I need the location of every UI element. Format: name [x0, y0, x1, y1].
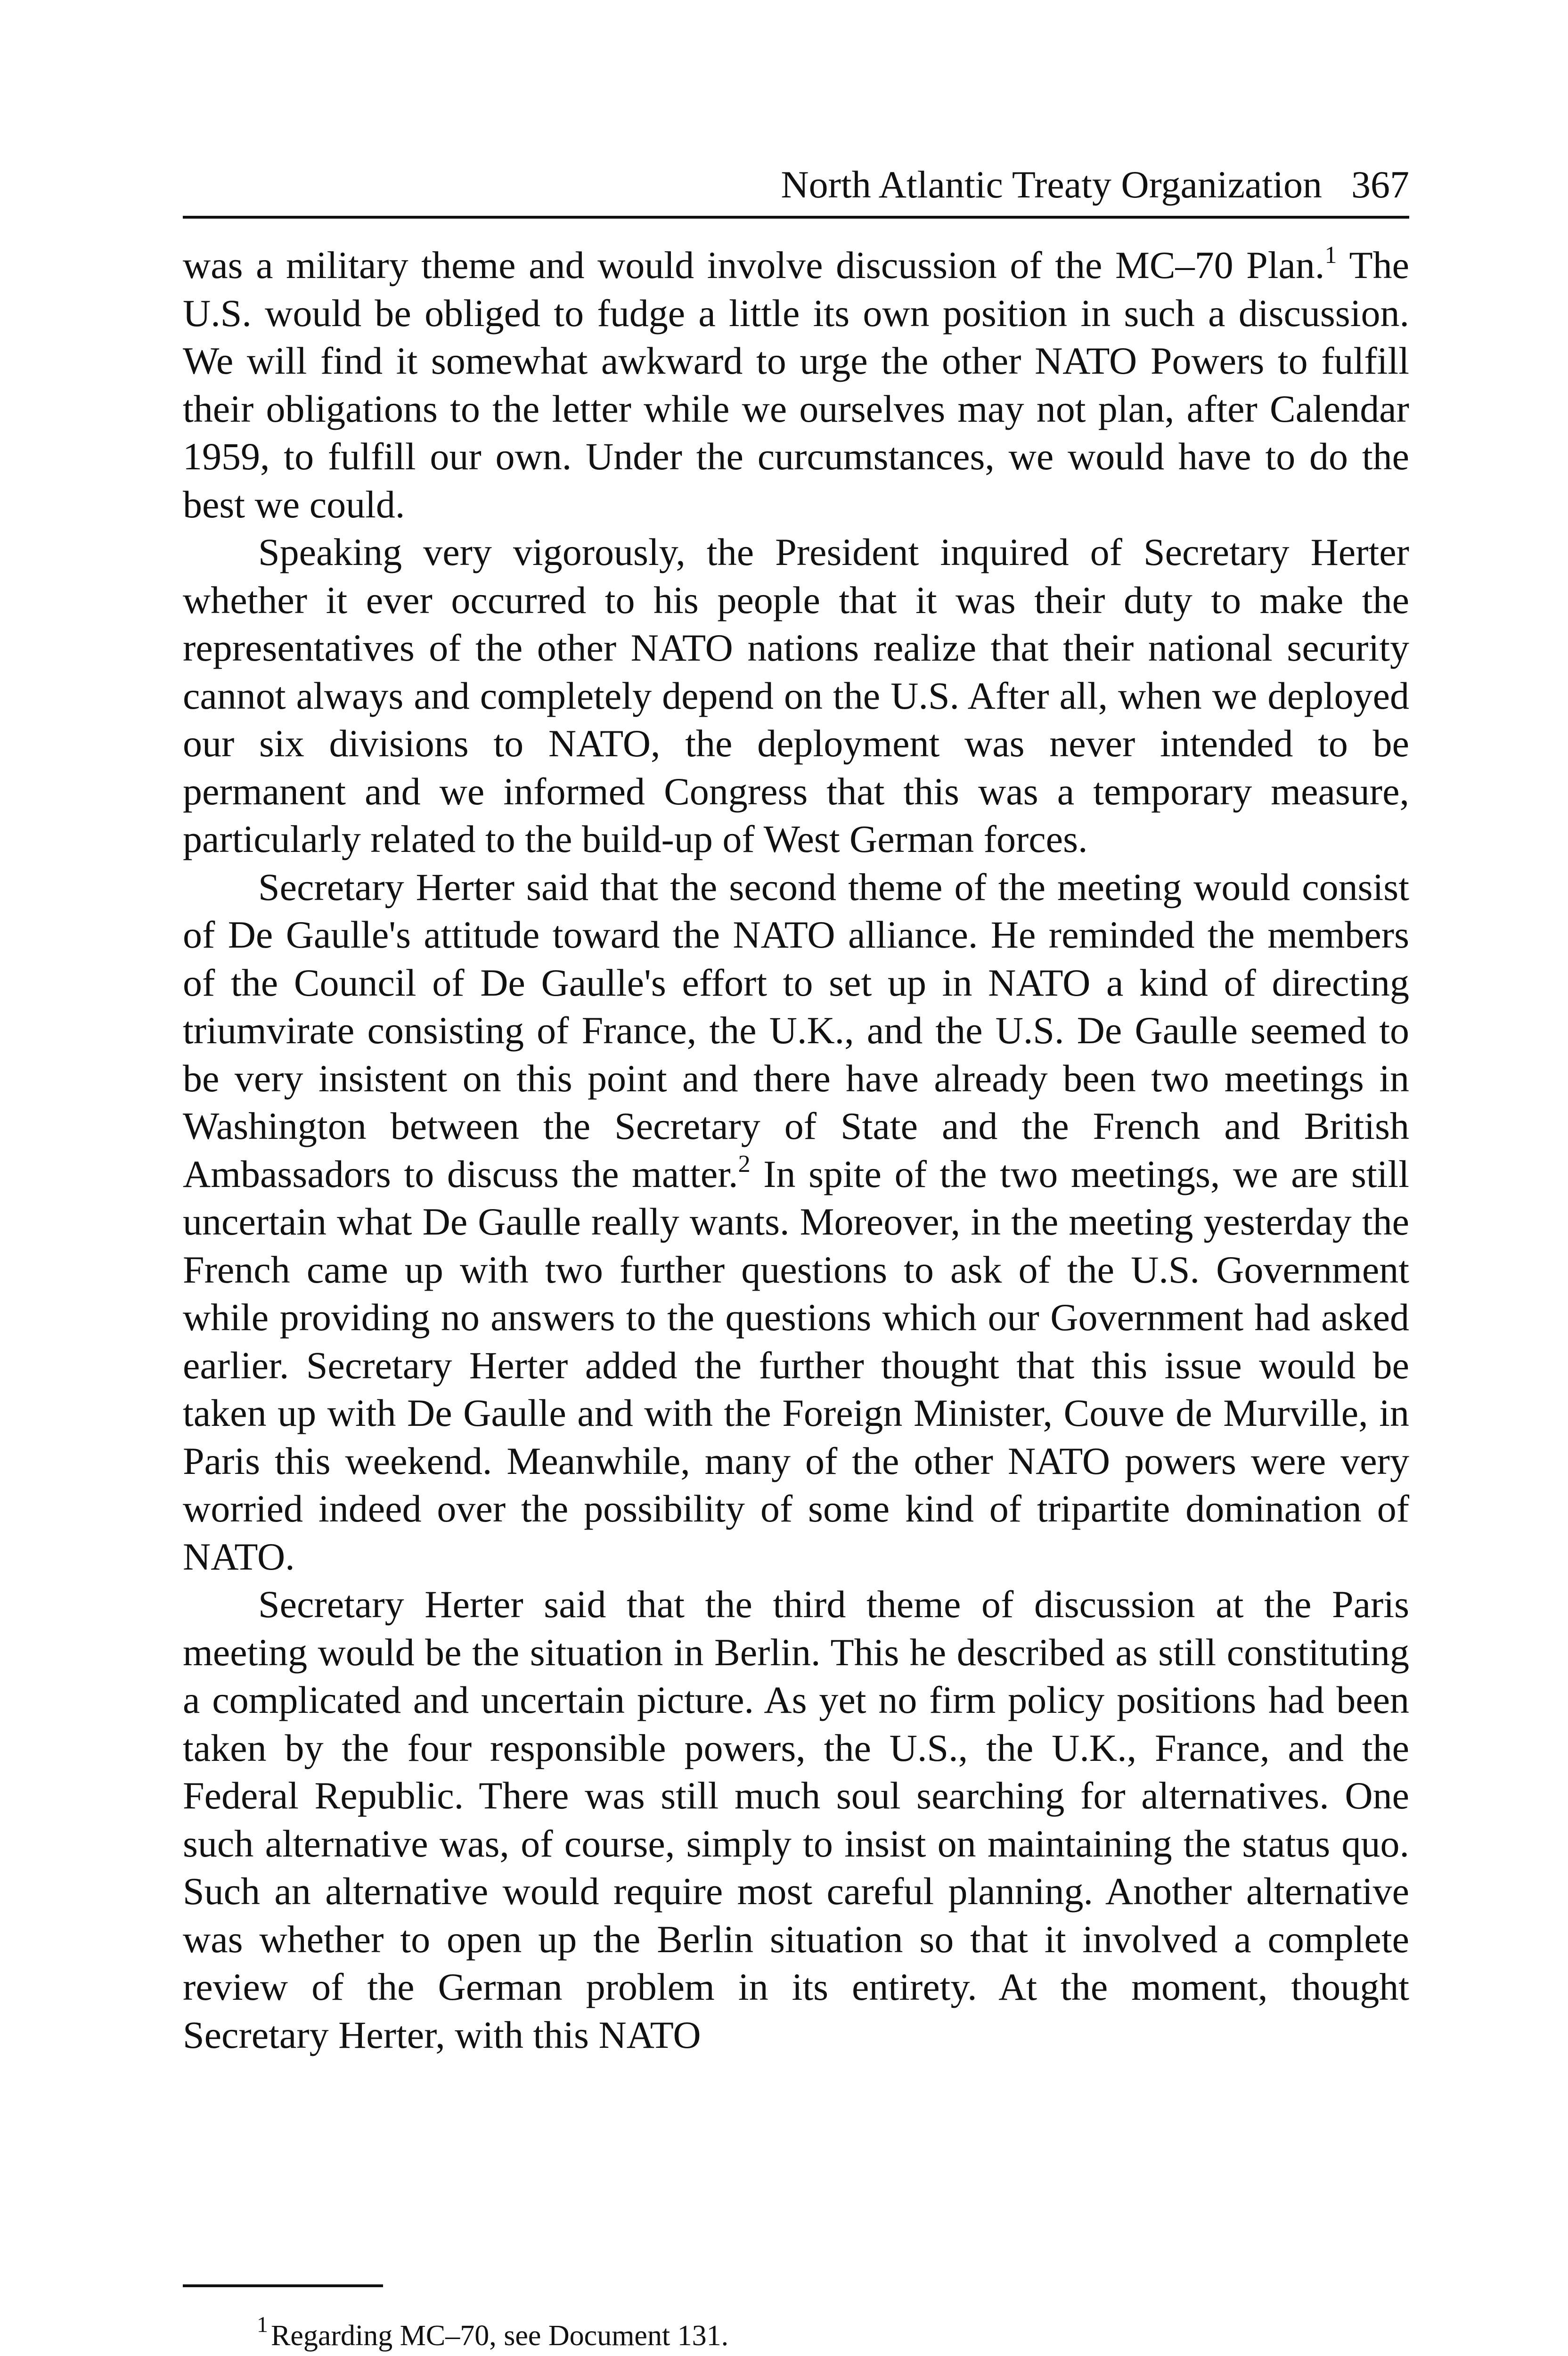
paragraph-3-text-b: In spite of the two meetings, we are still uncertain what De Gaulle really wants. Moreover, in the meeting yesterday the French came up with two further questions to ask of the U.S. Government while providing no answers to the questions which our Government had asked earlier. Secretary Herter added the further thought that this issue would be taken up with De Gaulle and with the Foreign Minister, Couve de Murville, in Paris this weekend. Meanwhile, many of the other NATO powers were very worried indeed over the possibility of some kind of tripartite domination of NATO.: [183, 1152, 1409, 1578]
footnote-1-text: Regarding MC–70, see Document 131.: [271, 2320, 729, 2352]
footnote-1-number: 1: [257, 2312, 268, 2337]
paragraph-3: [183, 863, 1409, 1581]
footnote-ref-1: 1: [1324, 242, 1337, 269]
footnote-1: [257, 2312, 1406, 2352]
footnotes: [257, 2312, 1406, 2356]
page-number: 367: [1351, 163, 1409, 206]
paragraph-1-text-a: was a military theme and would involve discussion of the MC–70 Plan.: [183, 244, 1325, 286]
paragraph-2: Speaking very vigorously, the President inquired of Secretary Herter whether it ever occurred to his people that it was their duty to make the representatives of the other NATO nations realize that their national security cannot always and completely depend on the U.S. After all, when we deployed our six divisions to NATO, the deployment was never intended to be permanent and we informed Congress that this was a temporary measure, particularly related to the build-up of West German forces.: [183, 531, 1409, 860]
header-rule: [183, 216, 1409, 219]
running-head: [183, 161, 1409, 208]
paragraph-3-text-a: Secretary Herter said that the second theme of the meeting would consist of De Gaulle's attitude toward the NATO alliance. He reminded the members of the Council of De Gaulle's effort to set up in NATO a kind of directing triumvirate consisting of France, the U.K., and the U.S. De Gaulle seemed to be very insistent on this point and there have already been two meetings in Washington between the Secretary of State and the French and British Ambassadors to discuss the matter.: [183, 865, 1409, 1195]
paragraph-1-text-b: The U.S. would be obliged to fudge a little its own position in such a discussion. We will find it somewhat awkward to urge the other NATO Powers to fulfill their obligations to the letter while we ourselves may not plan, after Calendar 1959, to fulfill our own. Under the curcumstances, we would have to do the best we could.: [183, 244, 1409, 526]
footnote-ref-2: 2: [738, 1150, 751, 1178]
running-head-title: North Atlantic Treaty Organization: [781, 163, 1322, 206]
footnote-rule: [183, 2284, 383, 2287]
paragraph-4: Secretary Herter said that the third theme of discussion at the Paris meeting would be the situation in Berlin. This he described as still constituting a complicated and uncertain picture. As yet no firm policy positions had been taken by the four responsible powers, the U.S., the U.K., France, and the Federal Republic. There was still much soul searching for alternatives. One such alternative was, of course, simply to insist on maintaining the status quo. Such an alternative would require most careful planning. Another alternative was whether to open up the Berlin situation so that it involved a complete review of the German problem in its entirety. At the moment, thought Secretary Herter, with this NATO: [183, 1583, 1409, 2056]
paragraph-1: [183, 241, 1409, 528]
body-text: [183, 241, 1409, 2059]
